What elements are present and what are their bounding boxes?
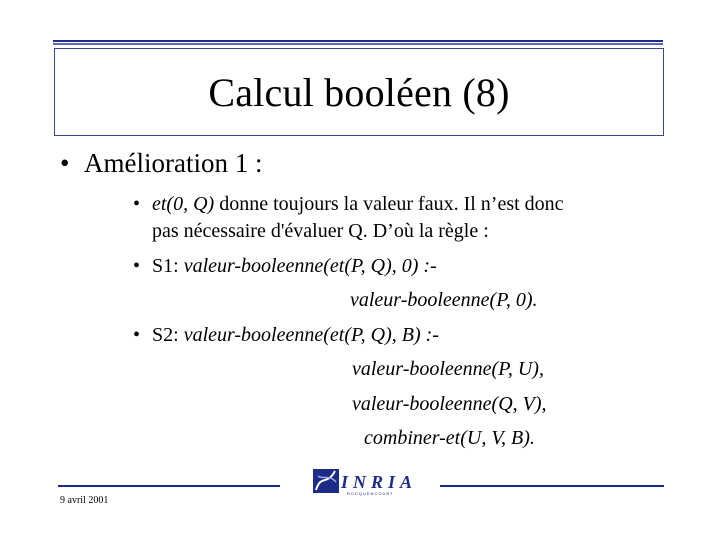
logo-text: INRIA	[341, 472, 418, 492]
footer-rule-right	[440, 485, 664, 487]
sub-bullet-s2	[133, 323, 439, 347]
logo-subtext: ROCQUENCOURT	[347, 491, 394, 496]
sub-bullet-s1	[133, 254, 437, 278]
bullet-dot: •	[133, 324, 141, 346]
footer-rule-left	[58, 485, 280, 487]
bullet-dot: •	[60, 148, 70, 178]
s1-body: valeur-booleenne(P, 0).	[350, 289, 538, 311]
bullet-dot: •	[133, 193, 141, 215]
sub1-line1: donne toujours la valeur faux. Il n’est donc	[214, 193, 564, 215]
main-bullet-text: Amélioration 1 :	[84, 148, 263, 178]
inria-logo-icon	[313, 466, 425, 496]
main-bullet	[60, 148, 262, 179]
s2-body-2: valeur-booleenne(Q, V),	[352, 393, 547, 415]
s1-label: S1:	[152, 255, 184, 277]
footer-date: 9 avril 2001	[60, 495, 109, 506]
sub1-line2: pas nécessaire d'évaluer Q. D’où la règle :	[152, 220, 489, 242]
top-rule-light	[53, 43, 663, 45]
top-rule-dark	[53, 40, 663, 42]
sub-bullet-1	[133, 192, 564, 216]
sub1-italic: et(0, Q)	[152, 193, 215, 215]
s2-body-3: combiner-et(U, V, B).	[364, 427, 535, 449]
s2-head: valeur-booleenne(et(P, Q), B) :-	[183, 324, 439, 346]
bullet-dot: •	[133, 255, 141, 277]
slide-title: Calcul booléen (8)	[208, 69, 510, 115]
s2-label: S2:	[152, 324, 184, 346]
s1-head: valeur-booleenne(et(P, Q), 0) :-	[183, 255, 437, 277]
s2-body-1: valeur-booleenne(P, U),	[352, 358, 544, 380]
top-rule	[53, 40, 663, 45]
title-box	[54, 48, 664, 136]
